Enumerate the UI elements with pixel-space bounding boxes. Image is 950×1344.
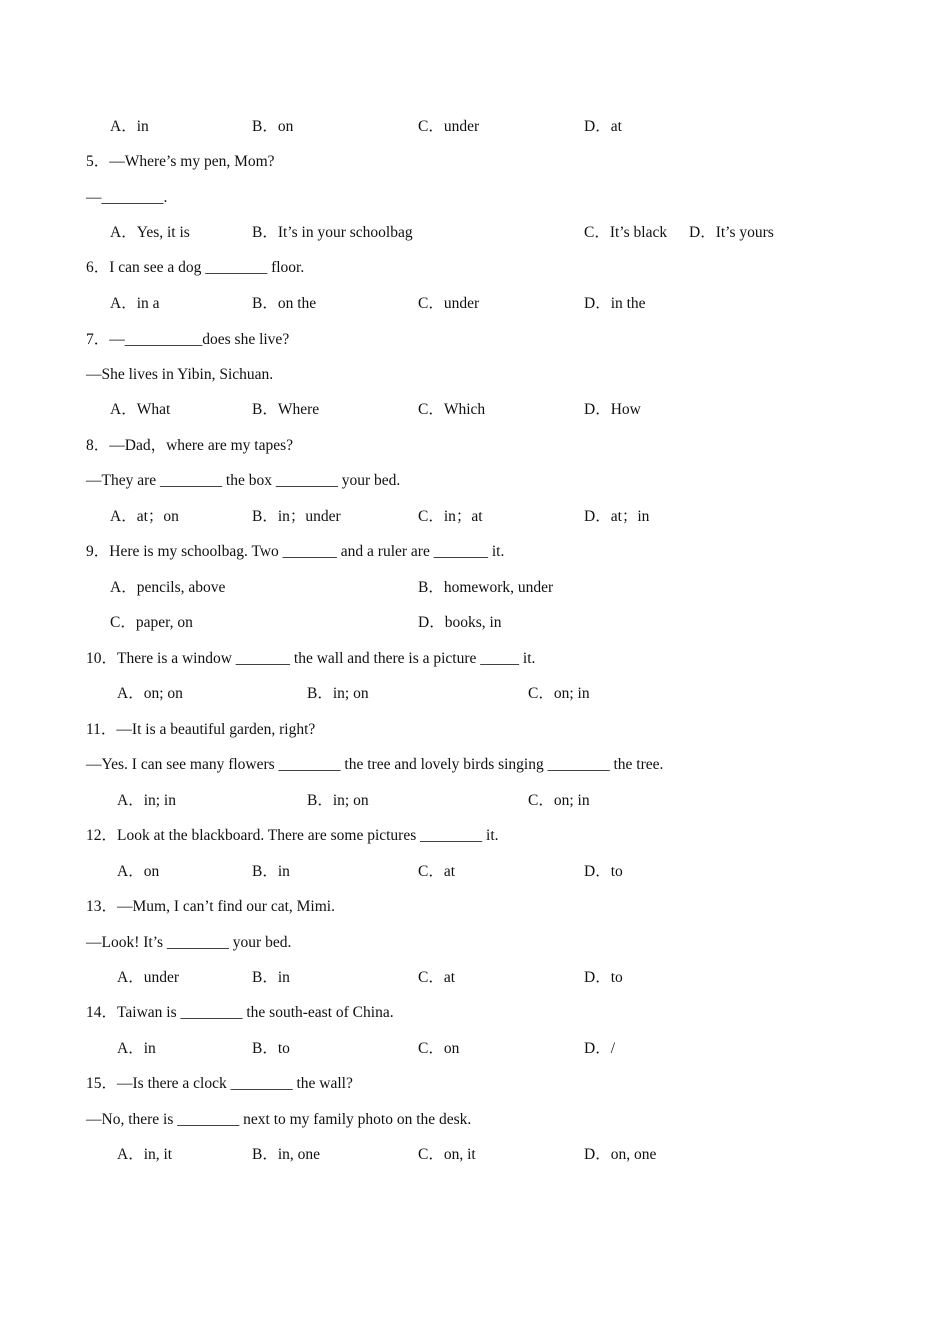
q15-option-c: C．on, it <box>418 1146 476 1163</box>
q6-option-d: D．in the <box>584 295 646 312</box>
q14-stem: 14．Taiwan is ________ the south-east of China. <box>86 1004 394 1021</box>
q6-option-a: A．in a <box>110 295 160 312</box>
q14-option-c: C．on <box>418 1040 460 1057</box>
q8-option-c: C．in；at <box>418 508 483 525</box>
q8-option-a: A．at；on <box>110 508 179 525</box>
q12-option-c: C．at <box>418 863 456 880</box>
q9-stem: 9．Here is my schoolbag. Two _______ and a ruler are _______ it. <box>86 543 505 560</box>
q15-stem: 15．—Is there a clock ________ the wall? <box>86 1075 353 1092</box>
q7-answer-line: —She lives in Yibin, Sichuan. <box>86 366 274 383</box>
q15-option-a: A．in, it <box>117 1146 173 1163</box>
q10-option-b: B．in; on <box>307 685 369 702</box>
q10-stem: 10．There is a window _______ the wall and there is a picture _____ it. <box>86 650 536 667</box>
q13-answer-line: —Look! It’s ________ your bed. <box>86 934 292 951</box>
q12-option-b: B．in <box>252 863 290 880</box>
q11-answer-line: —Yes. I can see many flowers ________ the tree and lovely birds singing ________ the tree. <box>86 756 664 773</box>
q12-option-d: D．to <box>584 863 623 880</box>
q12-stem: 12．Look at the blackboard. There are some pictures ________ it. <box>86 827 499 844</box>
q11-option-b: B．in; on <box>307 792 369 809</box>
q14-option-d: D．/ <box>584 1040 616 1057</box>
q14-option-a: A．in <box>117 1040 156 1057</box>
q5-option-b: B．It’s in your schoolbag <box>252 224 413 241</box>
q15-answer-line: —No, there is ________ next to my family photo on the desk. <box>86 1111 472 1128</box>
q10-option-c: C．on; in <box>528 685 590 702</box>
q13-option-d: D．to <box>584 969 623 986</box>
q8-answer-line: —They are ________ the box ________ your bed. <box>86 472 401 489</box>
q9-option-c: C．paper, on <box>110 614 193 631</box>
q7-option-b: B．Where <box>252 401 320 418</box>
q9-option-d: D．books, in <box>418 614 502 631</box>
q7-option-a: A．What <box>110 401 171 418</box>
q5-stem: 5．—Where’s my pen, Mom? <box>86 153 275 170</box>
q13-option-b: B．in <box>252 969 290 986</box>
q9-option-b: B．homework, under <box>418 579 554 596</box>
q7-option-d: D．How <box>584 401 641 418</box>
q6-option-b: B．on the <box>252 295 317 312</box>
q11-stem: 11．—It is a beautiful garden, right? <box>86 721 316 738</box>
q8-option-d: D．at；in <box>584 508 650 525</box>
q7-stem: 7．—__________does she live? <box>86 331 290 348</box>
q5-option-d: D．It’s yours <box>689 224 774 241</box>
q4-option-b: B．on <box>252 118 294 135</box>
q15-option-b: B．in, one <box>252 1146 321 1163</box>
q8-stem: 8．—Dad，where are my tapes? <box>86 437 294 454</box>
q4-option-a: A．in <box>110 118 149 135</box>
q7-option-c: C．Which <box>418 401 486 418</box>
q13-option-c: C．at <box>418 969 456 986</box>
q5-option-c: C．It’s black <box>584 224 668 241</box>
q15-option-d: D．on, one <box>584 1146 657 1163</box>
q5-option-a: A．Yes, it is <box>110 224 190 241</box>
q11-option-c: C．on; in <box>528 792 590 809</box>
q13-stem: 13．—Mum, I can’t find our cat, Mimi. <box>86 898 335 915</box>
q12-option-a: A．on <box>117 863 160 880</box>
q5-answer-line: —________. <box>86 189 168 206</box>
q4-option-d: D．at <box>584 118 622 135</box>
q10-option-a: A．on; on <box>117 685 183 702</box>
q6-stem: 6．I can see a dog ________ floor. <box>86 259 305 276</box>
q13-option-a: A．under <box>117 969 179 986</box>
q11-option-a: A．in; in <box>117 792 176 809</box>
q14-option-b: B．to <box>252 1040 290 1057</box>
q9-option-a: A．pencils, above <box>110 579 226 596</box>
q8-option-b: B．in；under <box>252 508 341 525</box>
q4-option-c: C．under <box>418 118 480 135</box>
q6-option-c: C．under <box>418 295 480 312</box>
